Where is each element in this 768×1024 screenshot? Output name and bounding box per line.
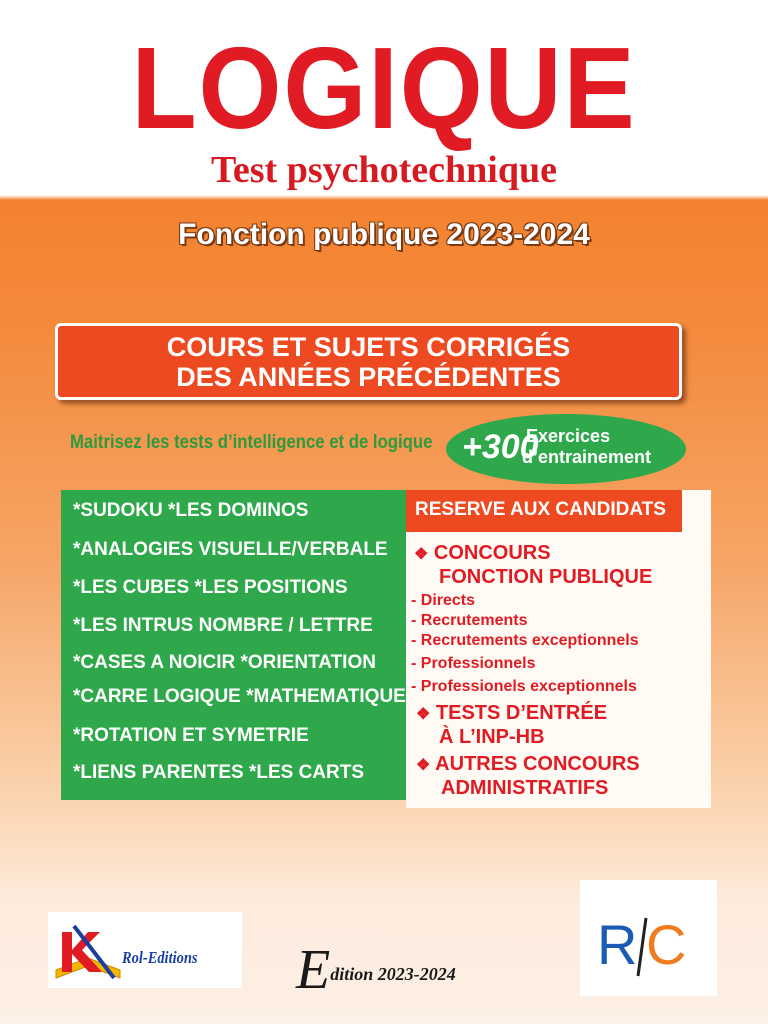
tests-heading-line-1: ❖ TESTS D’ENTRÉE — [416, 702, 608, 724]
autres-heading-line-2: ADMINISTRATIFS — [441, 777, 609, 799]
cover-title: LOGIQUE — [131, 23, 637, 153]
topic-item: *LES CUBES *LES POSITIONS — [73, 577, 348, 598]
rc-logo — [580, 880, 717, 996]
krol-editions-name: Rol-Editions — [122, 948, 198, 967]
topic-item: *ANALOGIES VISUELLE/VERBALE — [73, 539, 388, 560]
exercise-label-1: Exercices — [526, 426, 611, 446]
concours-sub-item: - Directs — [411, 592, 476, 609]
svg-text:C: C — [646, 913, 687, 976]
candidates-header: RESERVE AUX CANDIDATS — [406, 490, 682, 532]
tagline: Maitrisez les tests d’intelligence et de logique — [70, 432, 433, 453]
cover-subtitle: Test psychotechnique — [211, 149, 557, 191]
concours-heading-line-1: ❖ CONCOURS — [414, 542, 551, 564]
tests-heading-line-2: À L’INP-HB — [439, 726, 545, 748]
edition-footer — [296, 938, 456, 1002]
svg-text:R: R — [597, 913, 638, 976]
banner-line-1: COURS ET SUJETS CORRIGÉS — [166, 332, 571, 362]
topics-panel — [61, 490, 406, 800]
diamond-bullet-icon: ❖ — [414, 546, 429, 563]
exercise-count-badge — [446, 414, 686, 484]
concours-sub-item: - Professionnels — [411, 655, 536, 672]
concours-sub-item: - Recrutements exceptionnels — [411, 632, 639, 649]
exercise-label-2: d’entrainement — [522, 447, 652, 467]
topic-item: *LES INTRUS NOMBRE / LETTRE — [73, 615, 373, 636]
concours-sub-item: - Recrutements — [411, 612, 528, 629]
exercise-count: +300 — [462, 428, 539, 466]
topic-item: *CASES A NOICIR *ORIENTATION — [73, 652, 376, 673]
diamond-bullet-icon: ❖ — [416, 706, 431, 723]
topic-item: *LIENS PARENTES *LES CARTS — [73, 762, 365, 783]
edition-rest: dition 2023-2024 — [330, 964, 456, 984]
topic-item: *CARRE LOGIQUE *MATHEMATIQUE — [73, 686, 406, 707]
courses-banner — [55, 323, 682, 400]
topic-item: *SUDOKU *LES DOMINOS — [73, 500, 309, 521]
autres-heading-line-1: ❖ AUTRES CONCOURS — [416, 753, 640, 775]
topic-item: *ROTATION ET SYMETRIE — [73, 725, 309, 746]
krol-editions-logo — [48, 912, 242, 988]
edition-year-line: Fonction publique 2023-2024 — [178, 218, 590, 251]
diamond-bullet-icon: ❖ — [416, 757, 431, 774]
rc-logo-icon — [580, 880, 717, 996]
edition-initial: E — [296, 939, 331, 1001]
banner-line-2: DES ANNÉES PRÉCÉDENTES — [176, 362, 561, 392]
concours-sub-item: - Professionels exceptionnels — [411, 678, 637, 695]
concours-heading-line-2: FONCTION PUBLIQUE — [439, 566, 653, 588]
candidates-panel — [406, 490, 711, 808]
